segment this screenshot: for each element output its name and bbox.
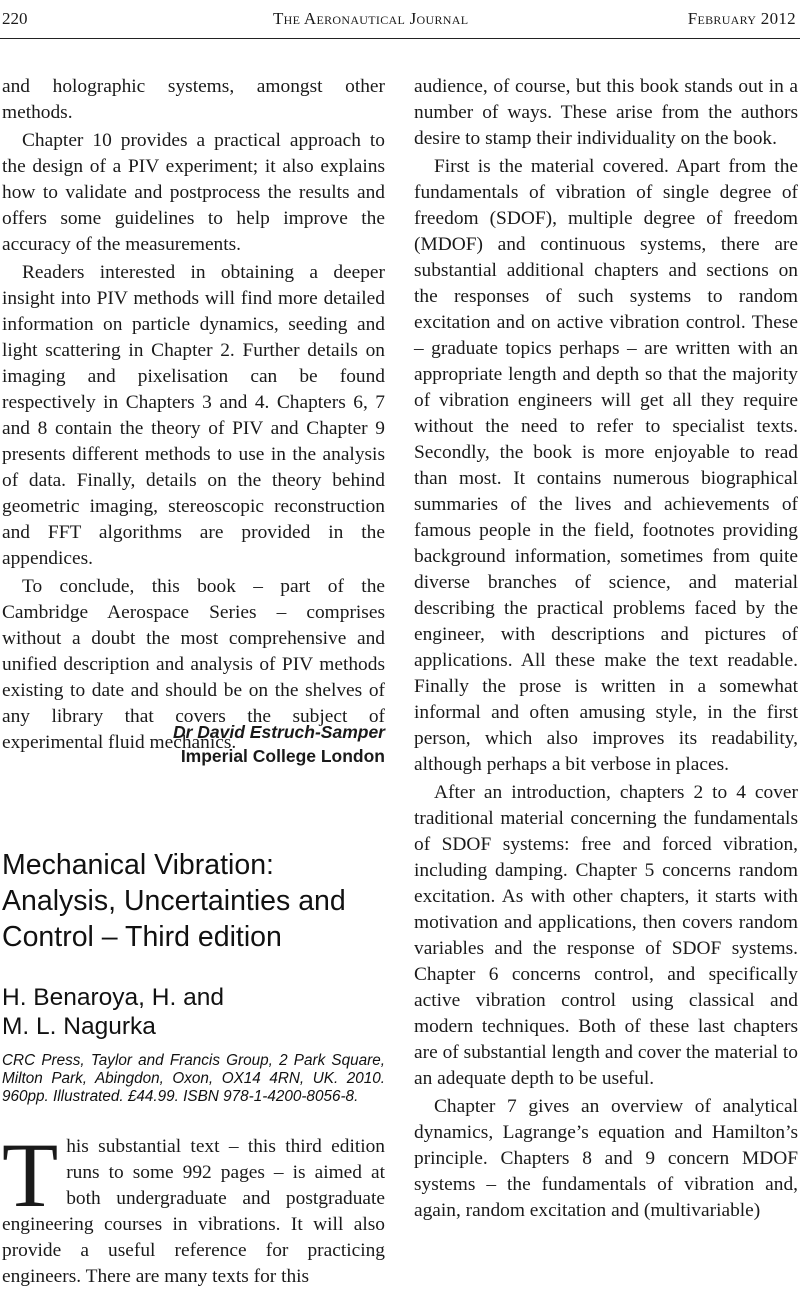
paragraph: First is the material covered. Apart from the fundamentals of vibration of single degree of freedom (SDOF), multiple degree of freedom (MDOF) and continuous systems, there are substantial additional chapters and sections on the responses of such systems to random excitation and on active vibration control. These – graduate topics perhaps – are written with an appropriate length and depth so that the majority of vibration engineers will get all they require without the need to refer to specialist texts. Secondly, the book is more enjoyable to read than most. It contains numerous biographical summaries of the lives and achievements of famous people in the field, footnotes providing background information, sometimes from quite diverse branches of science, and material describing the practical problems faced by the engineer, with descriptions and pictures of applications. All these make the text readable. Finally the prose is written in a somewhat informal and often amusing style, in the first person, which also improves its readability, although perhaps a bit verbose in places. [414,156,798,775]
book-authors-line: H. Benaroya, H. and [2,984,224,1011]
book-authors [2,983,392,1041]
reviewer-name: Dr David Estruch-Samper [172,722,385,742]
reviewer-institution: Imperial College London [180,746,385,766]
publication-details: CRC Press, Taylor and Francis Group, 2 Park Square, Milton Park, Abingdon, Oxon, OX14 4RN, UK. 2010. 960pp. Illustrated. £44.99. ISBN 978-1-4200-8056-8. [2,1052,385,1105]
issue-date: February 2012 [687,9,796,28]
book-title: Mechanical Vibration: Analysis, Uncertainties and Control – Third edition [2,849,346,953]
paragraph: Chapter 10 provides a practical approach to the design of a PIV experiment; it also explains how to validate and postprocess the results and offers some guidelines to help improve the accuracy of the measurements. [2,130,385,255]
page-number: 220 [2,9,28,28]
paragraph: audience, of course, but this book stands out in a number of ways. These arise from the authors desire to stamp their individuality on the book. [414,76,798,149]
drop-cap: T [2,1124,59,1226]
paragraph: After an introduction, chapters 2 to 4 cover traditional material concerning the fundamentals of SDOF systems: free and forced vibration, including damping. Chapter 5 concerns random excitation. As with other chapters, it starts with motivation and applications, then covers random variables and the response of SDOF systems. Chapter 6 concerns control, and specifically active vibration control using classical and modern techniques. Both of these last chapters are of substantial length and cover the material to an adequate depth to be useful. [414,782,798,1089]
paragraph: Chapter 7 gives an overview of analytical dynamics, Lagrange’s equation and Hamilton’s principle. Chapters 8 and 9 concern MDOF systems – the fundamentals of vibration and, again, random excitation and (multivariable) [414,1096,798,1221]
paragraph: To conclude, this book – part of the Cambridge Aerospace Series – comprises without a doubt the most comprehensive and unified description and analysis of PIV methods existing to date and should be on the shelves of any library that covers the subject of experimental fluid mechanics. [2,576,385,753]
page-header [0,0,800,39]
journal-title: The Aeronautical Journal [273,9,469,28]
review-opening-text: his substantial text – this third edition runs to some 992 pages – is aimed at both undergraduate and postgraduate engineering courses in vibrations. It will also provide a useful reference for practicing engineers. There are many texts for this [2,1136,385,1287]
book-authors-line: M. L. Nagurka [2,1013,156,1040]
right-column [414,74,798,1224]
paragraph: Readers interested in obtaining a deeper insight into PIV methods will find more detailed information on particle dynamics, seeding and light scattering in Chapter 2. Further details on imaging and pixelisation can be found respectively in Chapters 3 and 4. Chapters 6, 7 and 8 contain the theory of PIV and Chapter 9 presents different methods to use in the analysis of data. Finally, details on the theory behind geometric imaging, stereoscopic reconstruction and FFT algorithms are provided in the appendices. [2,262,385,569]
paragraph: and holographic systems, amongst other methods. [2,76,385,123]
left-column [2,74,385,756]
review-opening [2,1124,385,1290]
